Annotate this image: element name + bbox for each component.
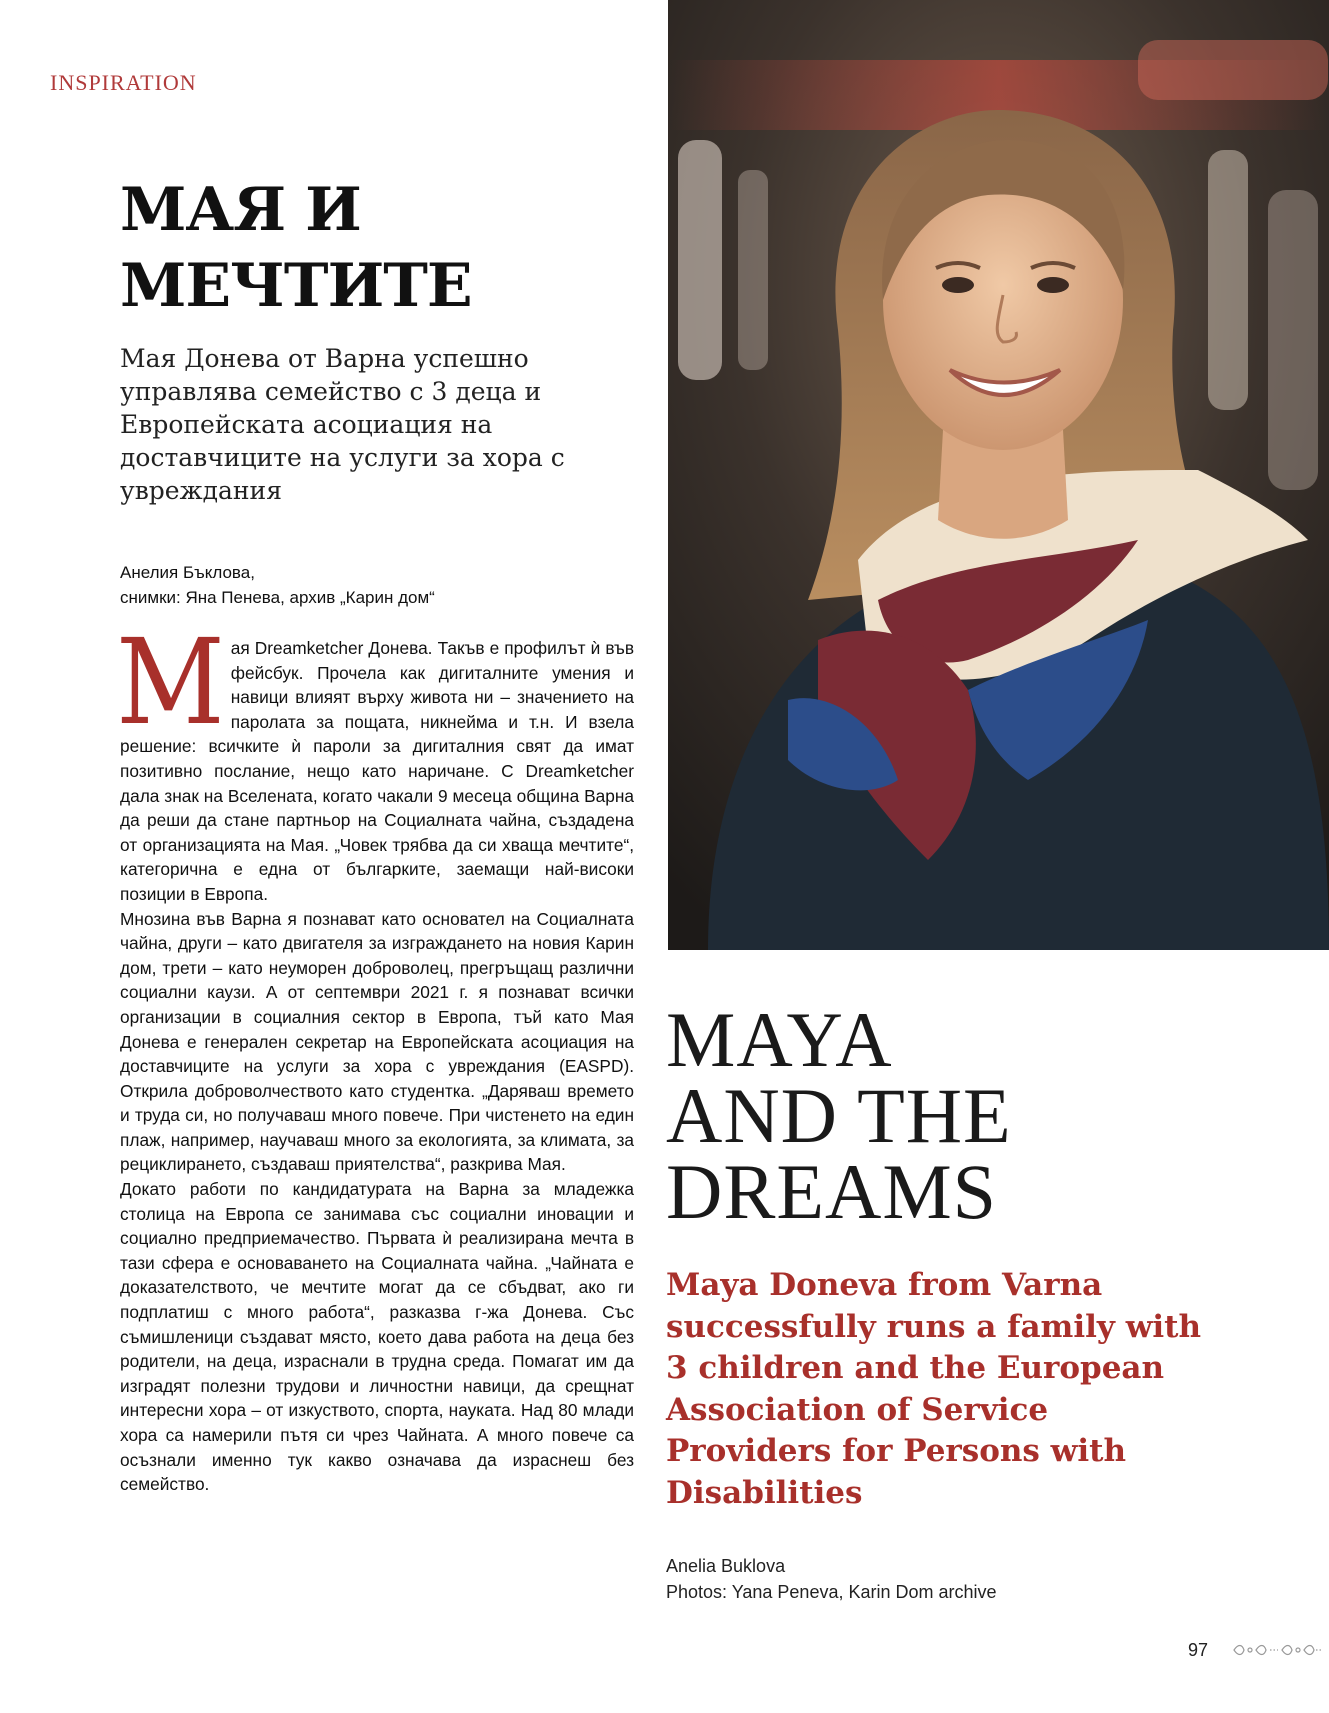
page-number: 97 (1188, 1640, 1209, 1660)
body-paragraph-2: Мнозина във Варна я познават като основател на Социалната чайна, други – като двигателя за изграждането на новия Карин дом, трети – като неуморен доброволец, прегръщащ различни социални каузи. А от септември 2021 г. я познават всички организации в социалния сектор в Европа, тъй като Мая Донева е генерален секретар на Европейската асоциация на доставчиците на услуги за хора с увреждания (EASPD). Открила доброволчеството като студентка. „Даряваш времето и труда си, но получаваш много повече. При чистенето на един плаж, например, научаваш много за екологията, за климата, за рециклирането, създаваш приятелства“, разкрива Мая. (120, 908, 634, 1175)
title-en-line2: AND THE (666, 1072, 1012, 1159)
title-bg-line1: МАЯ И (120, 175, 361, 245)
decorative-ornament-icon (1232, 1642, 1324, 1658)
section-label: INSPIRATION (50, 70, 197, 95)
byline-bg (120, 560, 600, 610)
portrait-photo-illustration (668, 0, 1329, 950)
byline-bg-photos: снимки: Яна Пенева, архив „Карин дом“ (120, 588, 435, 607)
portrait-photo (668, 0, 1329, 950)
article-subtitle-en: Maya Doneva from Varna successfully runs a family with 3 children and the European Association of Service Providers for Persons with Disabilities (666, 1267, 1202, 1511)
byline-en-photos: Photos: Yana Peneva, Karin Dom archive (666, 1582, 997, 1602)
title-en-line3: DREAMS (666, 1148, 998, 1235)
title-bg-line2: МЕЧТИТЕ (120, 251, 472, 321)
body-paragraph-3: Докато работи по кандидатурата на Варна за младежка столица на Европа се занимава със социални иновации и социално предприемачество. Първата ѝ реализирана мечта в тази сфера е основаването на Социалната чайна. „Чайната е доказателството, че мечтите могат да се сбъдват, ако ги подплатиш с много работа“, разказва г-жа Донева. Със съмишленици създават място, което дава работа на деца без родители, на деца, израснали в трудна среда. Помагат им да изградят полезни трудови и личностни навици, да срещнат интересни хора – от изкуството, спорта, науката. Над 80 млади хора са намерили пътя си чрез Чайната. А много повече са осъзнали именно тук какво означава да израснеш без семейство. (120, 1179, 634, 1495)
byline-bg-author: Анелия Бъклова, (120, 563, 255, 582)
article-body-bg (116, 613, 634, 1497)
article-subtitle-bg: Мая Донева от Варна успешно управлява семейство с 3 деца и Европейската асоциация на доставчиците на услуги за хора с увреждания (120, 344, 565, 505)
byline-en-author: Anelia Buklova (666, 1556, 786, 1576)
title-en-line1: MAYA (666, 996, 893, 1083)
article-title-bg (120, 172, 640, 324)
article-title-en (666, 996, 1266, 1235)
body-paragraph-1: ая Dreamketcher Донева. Такъв е профилът ѝ във фейсбук. Прочела как дигиталните умения и навици влияят върху живота ни – значението на паролата за пощата, никнейма и т.н. И взела решение: всичките ѝ пароли за дигиталния свят да имат позитивно послание, нещо като наричане. С Dreamketcher дала знак на Вселената, когато чакали 9 месеца община Варна да реши да стане партньор на Социалната чайна, създадена от организацията на Мая. „Човек трябва да си хваща мечтите“, категорична е една от българките, заемащи най-високи позиции в Европа. (120, 638, 634, 904)
drop-cap: М (116, 613, 225, 751)
byline-en (666, 1553, 1166, 1605)
